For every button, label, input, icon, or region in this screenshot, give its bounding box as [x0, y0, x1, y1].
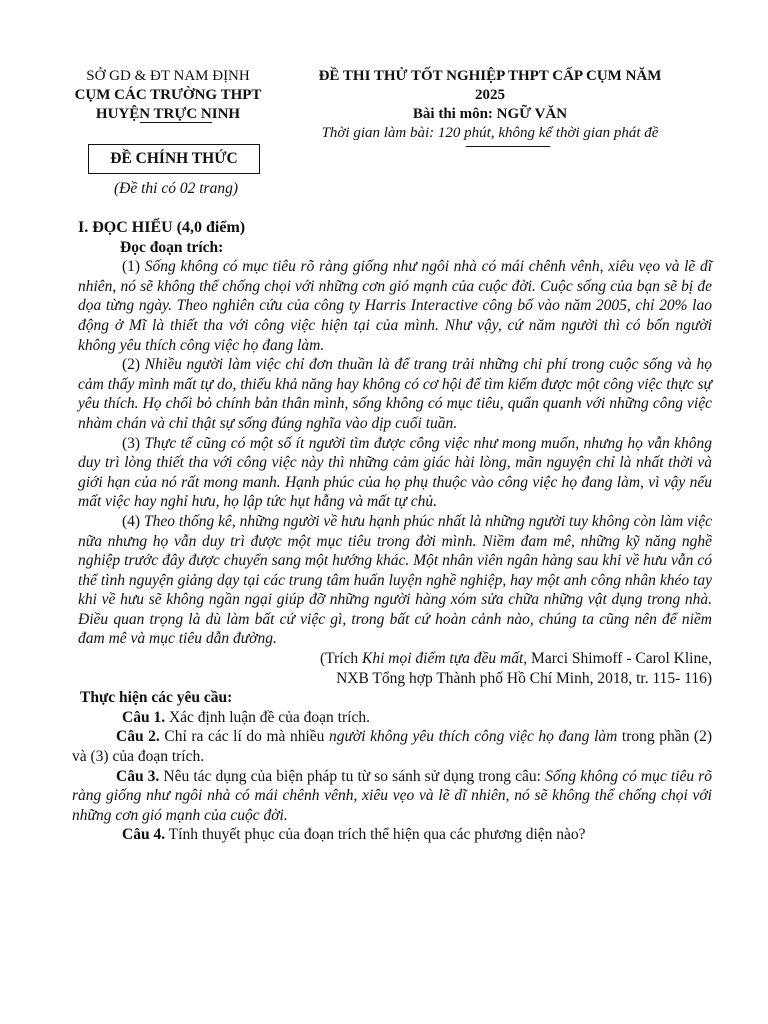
- paragraph-text: Theo thống kê, những người về hưu hạnh phúc nhất là những người tuy không còn làm việc nữa nhưng họ vẫn duy trì được một mục tiêu trong đời mình. Niềm đam mê, những kỹ năng nghề nghiệp trước đây được chuyển sang một hướng khác. Một nhân viên ngân hàng sau khi về hưu vẫn có thể tình nguyện giảng dạy tại các trung tâm huấn luyện nghề nghiệp, hay một anh công nhân khéo tay khi về hưu sẽ không ngần ngại giúp đỡ những người hàng xóm sửa chữa những vật dụng trong nhà. Điều quan trọng là dù làm bất cứ việc gì, trong bất cứ hoàn cảnh nào, chúng ta cũng nên để niềm đam mê và mục tiêu dẫn đường.: [78, 512, 713, 648]
- header-left: [48, 67, 288, 124]
- paragraph-number: (4): [122, 512, 141, 530]
- passage-paragraph-4: [78, 512, 712, 649]
- paragraph-number: (3): [122, 434, 141, 452]
- citation-prefix: (Trích: [319, 650, 362, 668]
- question-text: Xác định luận đề của đoạn trích.: [165, 708, 370, 726]
- header-right: [280, 67, 700, 143]
- question-1: [78, 708, 712, 728]
- citation-line-2: NXB Tổng hợp Thành phố Hồ Chí Minh, 2018, tr. 115- 116): [336, 669, 712, 687]
- citation-book-title: Khi mọi điểm tựa đều mất: [362, 650, 524, 668]
- paragraph-number: (1): [122, 258, 141, 276]
- question-text: Tính thuyết phục của đoạn trích thể hiện qua các phương diện nào?: [165, 826, 586, 844]
- question-4: [78, 825, 712, 845]
- question-3: [72, 767, 712, 826]
- question-tail: trong phần (2) và (3) của đoạn trích.: [72, 728, 712, 766]
- cluster-name: CỤM CÁC TRƯỜNG THPT: [74, 87, 262, 103]
- pages-note: (Đề thi có 02 trang): [114, 180, 238, 197]
- header-right-underline: [466, 146, 550, 147]
- paragraph-number: (2): [122, 356, 141, 374]
- paragraph-text: Sống không có mục tiêu rõ ràng giống như ngôi nhà có mái chênh vênh, xiêu vẹo và lẽ dĩ nhiên, nó sẽ không thể chống chọi với những cơn gió mạnh của cuộc đời. Cuộc sống của bạn sẽ bị đe dọa từng ngày. Theo nghiên cứu của công ty Harris Interactive công bố vào năm 2005, chỉ 20% lao động ở Mĩ là thiết tha với công việc hiện tại của mình. Như vậy, cứ năm người thì có bốn người không yêu thích công việc họ đang làm.: [78, 258, 712, 354]
- passage-paragraph-1: [78, 257, 712, 355]
- district-name: HUYỆN TRỰC NINH: [95, 106, 241, 122]
- question-text: Chỉ ra các lí do mà nhiều: [159, 728, 329, 746]
- exam-subject: Bài thi môn: NGỮ VĂN: [412, 106, 568, 122]
- department-name: SỞ GD & ĐT NAM ĐỊNH: [86, 68, 250, 84]
- question-text: Nêu tác dụng của biện pháp tu từ so sánh sử dụng trong câu:: [159, 767, 546, 785]
- exam-title-line1: ĐỀ THI THỬ TỐT NGHIỆP THPT CẤP CỤM NĂM: [318, 68, 662, 84]
- section-title: I. ĐỌC HIỂU (4,0 điểm): [78, 219, 246, 236]
- paragraph-text: Nhiều người làm việc chỉ đơn thuần là để trang trải những chi phí trong cuộc sống và họ cảm thấy mình mất tự do, thiếu khả năng hay không có cơ hội để tìm kiếm được một công việc thực sự yêu thích. Họ chối bỏ chính bản thân mình, sống không có mục tiêu, quẩn quanh với những công việc nhàm chán và chỉ thật sự sống đúng nghĩa vào dịp cuối tuần.: [78, 356, 712, 432]
- exam-title-line2: 2025: [475, 87, 505, 103]
- exam-body: [72, 218, 713, 845]
- question-label: Câu 4.: [122, 826, 166, 844]
- question-2: [72, 727, 712, 766]
- question-italic: Sống không có mục tiêu rõ ràng giống như ngôi nhà có mái chênh vênh, xiêu vẹo và lẽ dĩ nhiên, nó sẽ không thể chống chọi với những cơn gió mạnh của cuộc đời.: [72, 767, 712, 824]
- citation-authors: , Marci Shimoff - Carol Kline,: [523, 650, 712, 668]
- question-italic: người không yêu thích công việc họ đang làm: [328, 728, 618, 746]
- question-label: Câu 1.: [122, 708, 166, 726]
- exam-time: Thời gian làm bài: 120 phút, không kể thời gian phát đề: [321, 125, 659, 141]
- question-label: Câu 3.: [116, 767, 160, 785]
- paragraph-text: Thực tế cũng có một số ít người tìm được công việc như mong muốn, nhưng họ vẫn không duy trì lòng thiết tha với công việc này thì những cảm giác hài lòng, mãn nguyện chỉ là nhất thời và giới hạn của nó rất mong manh. Hạnh phúc của họ phụ thuộc vào công việc họ đang làm, vì vậy nếu mất việc hay nghỉ hưu, họ lập tức hụt hẫng và mất tự chủ.: [78, 434, 712, 511]
- passage-paragraph-2: [78, 355, 712, 433]
- requirements-title: Thực hiện các yêu cầu:: [80, 689, 233, 707]
- citation-line-1: [78, 649, 712, 669]
- question-label: Câu 2.: [116, 728, 160, 746]
- header-left-underline: [140, 122, 212, 123]
- passage-paragraph-3: [78, 434, 712, 512]
- official-exam-box: ĐỀ CHÍNH THỨC: [88, 144, 260, 174]
- reading-intro: Đọc đoạn trích:: [120, 238, 224, 256]
